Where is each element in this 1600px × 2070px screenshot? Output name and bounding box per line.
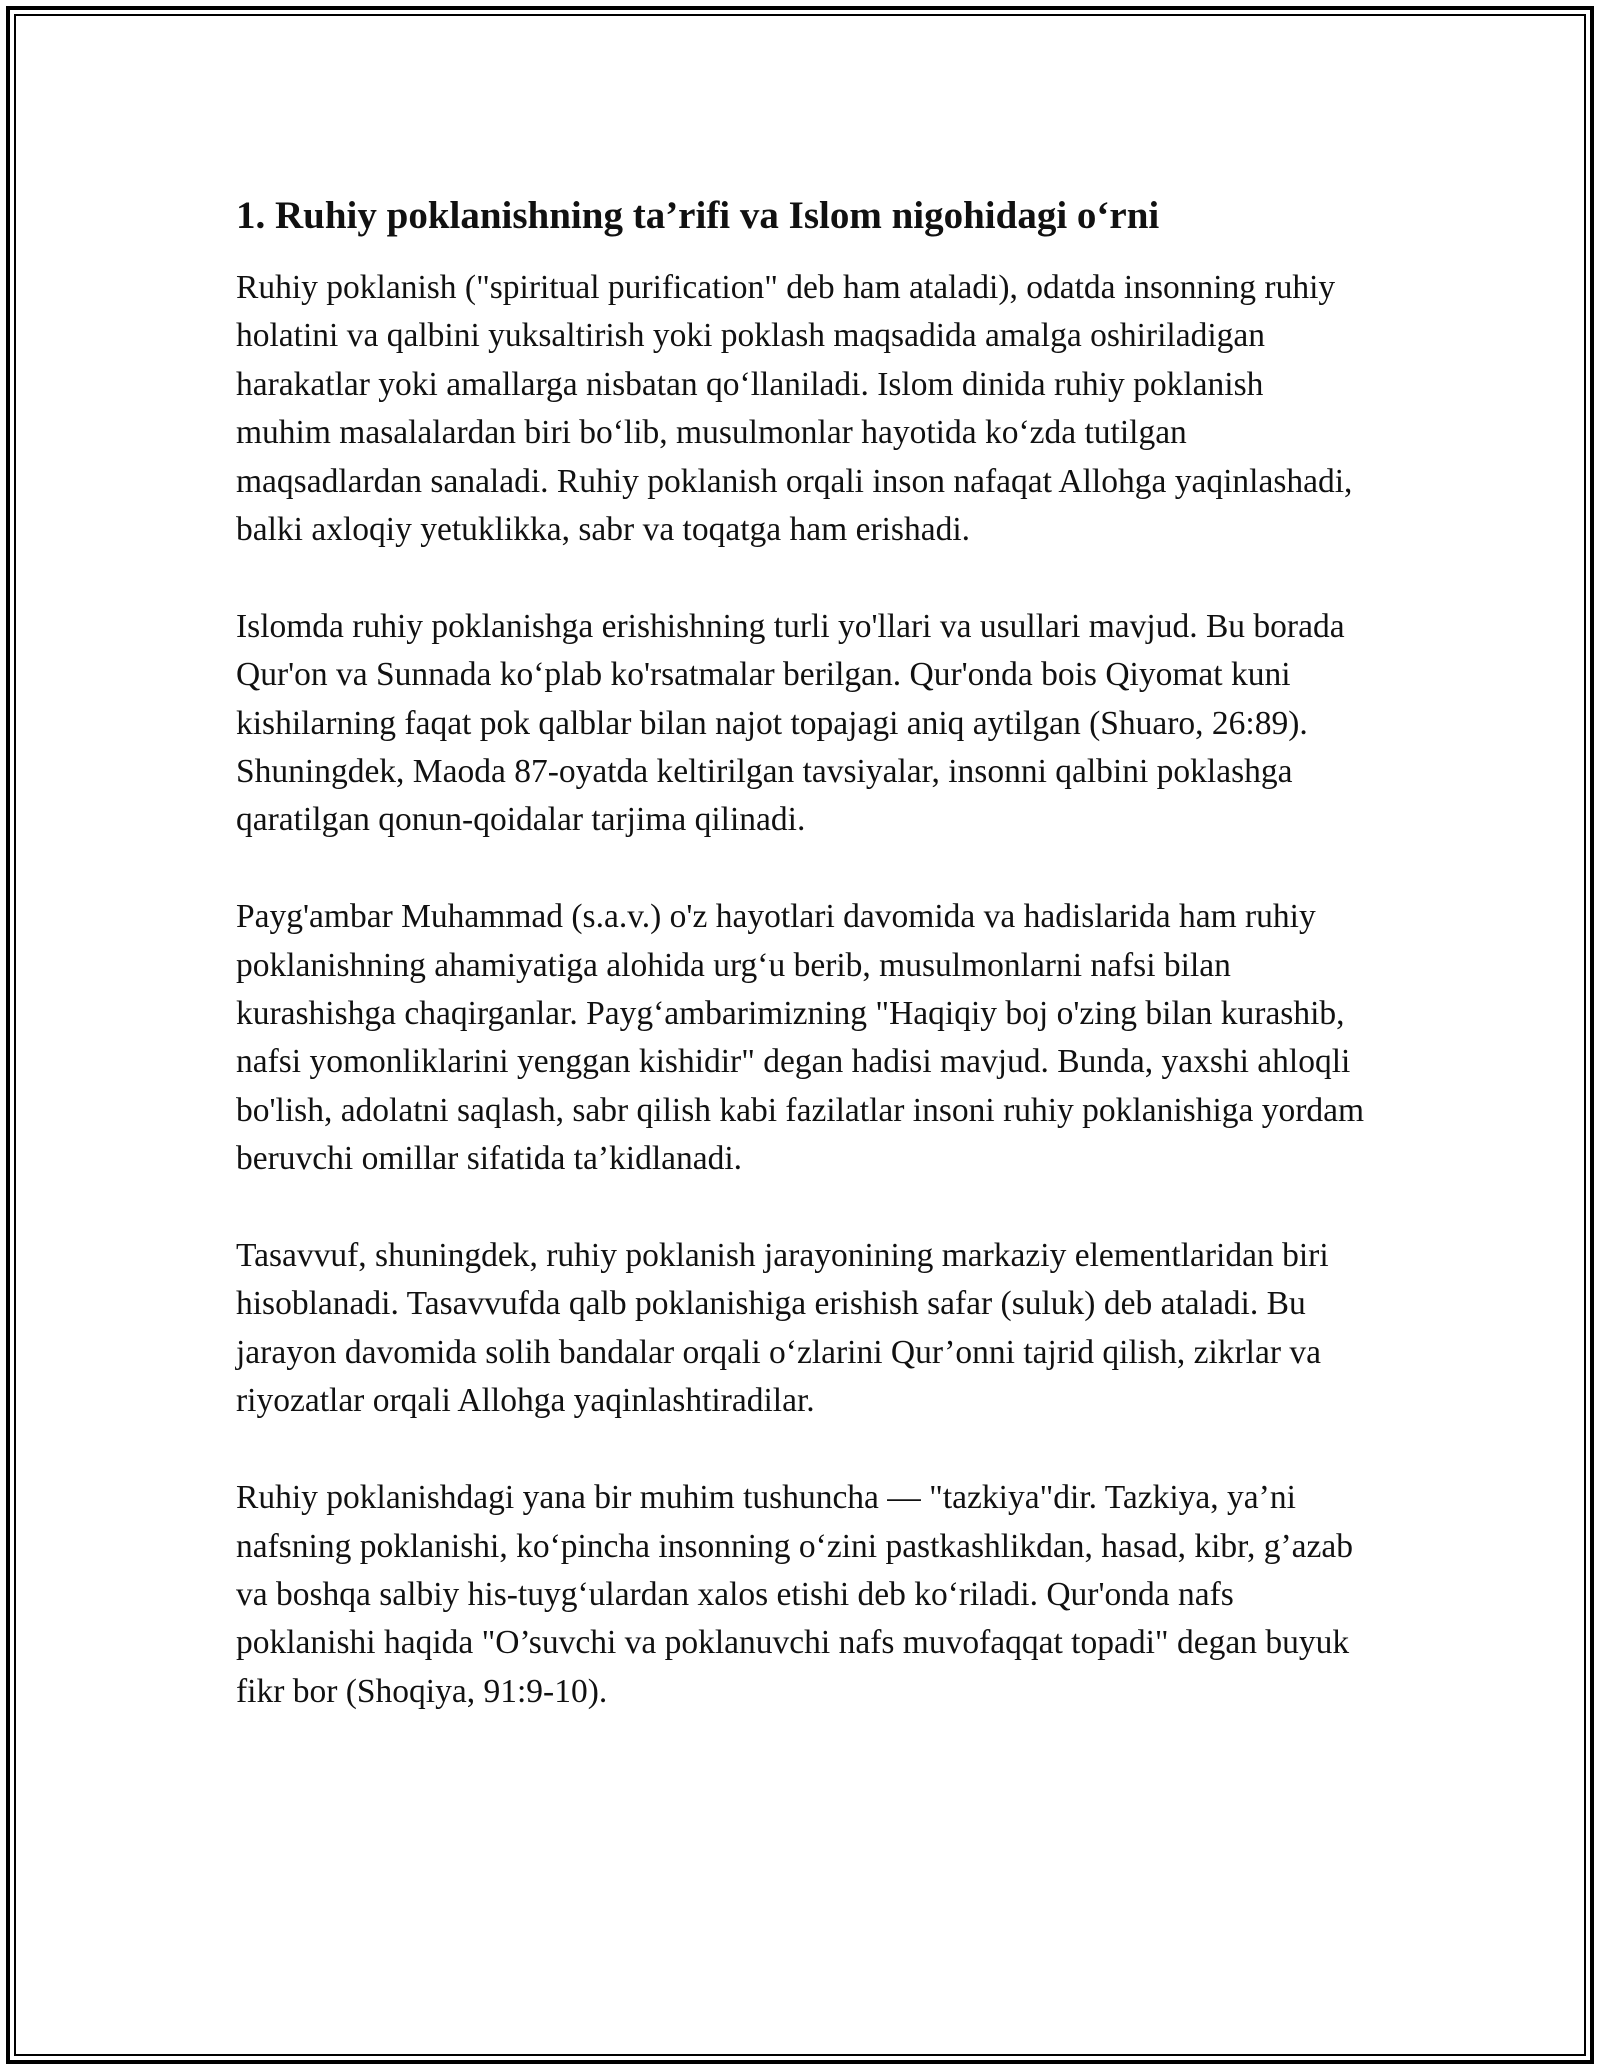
paragraph-quran-sunna: Islomda ruhiy poklanishga erishishning turli yo'llari va usullari mavjud. Bu borada Qur'on va Sunnada ko‘plab ko'rsatmalar berilgan. Qur'onda bois Qiyomat kuni kishilarning faqat pok qalblar bilan najot topajagi aniq aytilgan (Shuaro, 26:89). Shuningdek, Maoda 87-oyatda keltirilgan tavsiyalar, insonni qalbini poklashga qaratilgan qonun-qoidalar tarjima qilinadi. [236, 607, 1345, 839]
document-body [236, 182, 1366, 1765]
paragraph-tazkiya: Ruhiy poklanishdagi yana bir muhim tushuncha — "tazkiya"dir. Tazkiya, ya’ni nafsning poklanishi, ko‘pincha insonning o‘zini pastkashlikdan, hasad, kibr, g’azab va boshqa salbiy his-tuyg‘ulardan xalos etishi deb ko‘riladi. Qur'onda nafs poklanishi haqida "O’suvchi va poklanuvchi nafs muvofaqqat topadi" degan buyuk fikr bor (Shoqiya, 91:9-10). [236, 1479, 1353, 1710]
paragraph-tasavvuf: Tasavvuf, shuningdek, ruhiy poklanish jarayonining markaziy elementlaridan biri hisoblanadi. Tasavvufda qalb poklanishiga erishish safar (suluk) deb ataladi. Bu jarayon davomida solih bandalar orqali o‘zlarini Qur’onni tajrid qilish, zikrlar va riyozatlar orqali Allohga yaqinlashtiradilar. [236, 1237, 1329, 1420]
section-heading: 1. Ruhiy poklanishning ta’rifi va Islom nigohidagi o‘rni [236, 194, 1160, 237]
paragraph-definition: Ruhiy poklanish ("spiritual purification" deb ham ataladi), odatda insonning ruhiy holatini va qalbini yuksaltirish yoki poklash maqsadida amalga oshiriladigan harakatlar yoki amallarga nisbatan qo‘llaniladi. Islom dinida ruhiy poklanish muhim masalalardan biri bo‘lib, musulmonlar hayotida ko‘zda tutilgan maqsadlardan sanaladi. Ruhiy poklanish orqali inson nafaqat Allohga yaqinlashadi, balki axloqiy yetuklikka, sabr va toqatga ham erishadi. [236, 269, 1353, 549]
paragraph-prophet-hadith: Payg'ambar Muhammad (s.a.v.) o'z hayotlari davomida va hadislarida ham ruhiy poklanishning ahamiyatiga alohida urg‘u berib, musulmonlarni nafsi bilan kurashishga chaqirganlar. Payg‘ambarimizning "Haqiqiy boj o'zing bilan kurashib, nafsi yomonliklarini yenggan kishidir" degan hadisi mavjud. Bunda, yaxshi ahloqli bo'lish, adolatni saqlash, sabr qilish kabi fazilatlar insoni ruhiy poklanishiga yordam beruvchi omillar sifatida ta’kidlanadi. [236, 898, 1365, 1178]
